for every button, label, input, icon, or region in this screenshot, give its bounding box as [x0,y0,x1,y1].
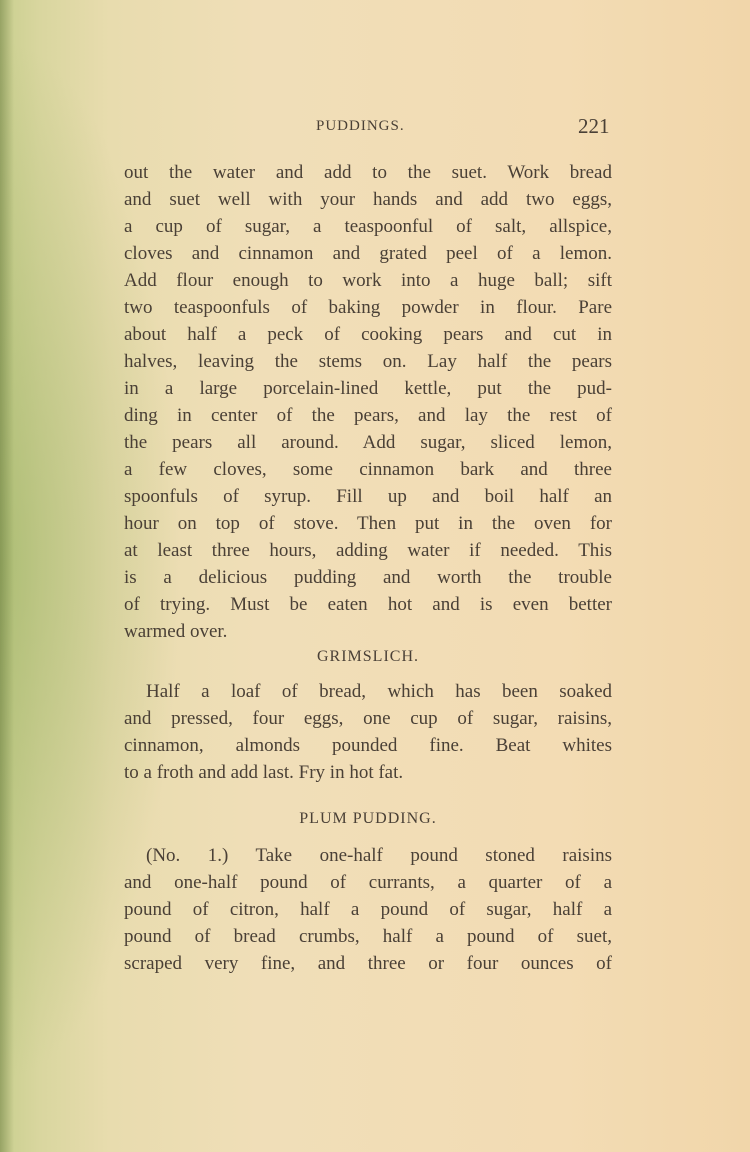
running-title: PUDDINGS. [316,118,405,134]
text-line: Half a loaf of bread, which has been soaked [146,681,612,702]
text-line: (No. 1.) Take one-half pound stoned raisins [146,845,612,866]
text-line: and suet well with your hands and add two eggs, [124,189,612,210]
text-line: out the water and add to the suet. Work bread [124,162,612,183]
text-line: hour on top of stove. Then put in the oven for [124,513,612,534]
text-line: at least three hours, adding water if needed. This [124,540,612,561]
text-line: two teaspoonfuls of baking powder in flour. Pare [124,297,612,318]
page-gutter-shadow [0,0,14,1152]
text-line: about half a peck of cooking pears and cut in [124,324,612,345]
text-line: and one-half pound of currants, a quarter of a [124,872,612,893]
text-line: spoonfuls of syrup. Fill up and boil half an [124,486,612,507]
text-line: scraped very fine, and three or four ounces of [124,953,612,974]
text-line: ding in center of the pears, and lay the rest of [124,405,612,426]
text-line: the pears all around. Add sugar, sliced lemon, [124,432,612,453]
text-line: a cup of sugar, a teaspoonful of salt, allspice, [124,216,612,237]
text-line: cloves and cinnamon and grated peel of a lemon. [124,243,612,264]
text-line: is a delicious pudding and worth the trouble [124,567,612,588]
text-line: in a large porcelain-lined kettle, put the pud- [124,378,612,399]
text-line: to a froth and add last. Fry in hot fat. [124,762,404,783]
recipe-heading-grimslich: GRIMSLICH. [316,648,419,665]
text-line: cinnamon, almonds pounded fine. Beat whites [124,735,612,756]
text-line: of trying. Must be eaten hot and is even better [124,594,612,615]
text-line: and pressed, four eggs, one cup of sugar, raisins, [124,708,612,729]
text-line: a few cloves, some cinnamon bark and three [124,459,612,480]
text-line: Add flour enough to work into a huge ball; sift [124,270,612,291]
text-line: pound of citron, half a pound of sugar, half a [124,899,612,920]
text-line: halves, leaving the stems on. Lay half the pears [124,351,612,372]
recipe-heading-plum-pudding: PLUM PUDDING. [299,810,437,827]
text-line: pound of bread crumbs, half a pound of suet, [124,926,612,947]
page-number: 221 [578,114,610,138]
text-line: warmed over. [124,621,228,642]
